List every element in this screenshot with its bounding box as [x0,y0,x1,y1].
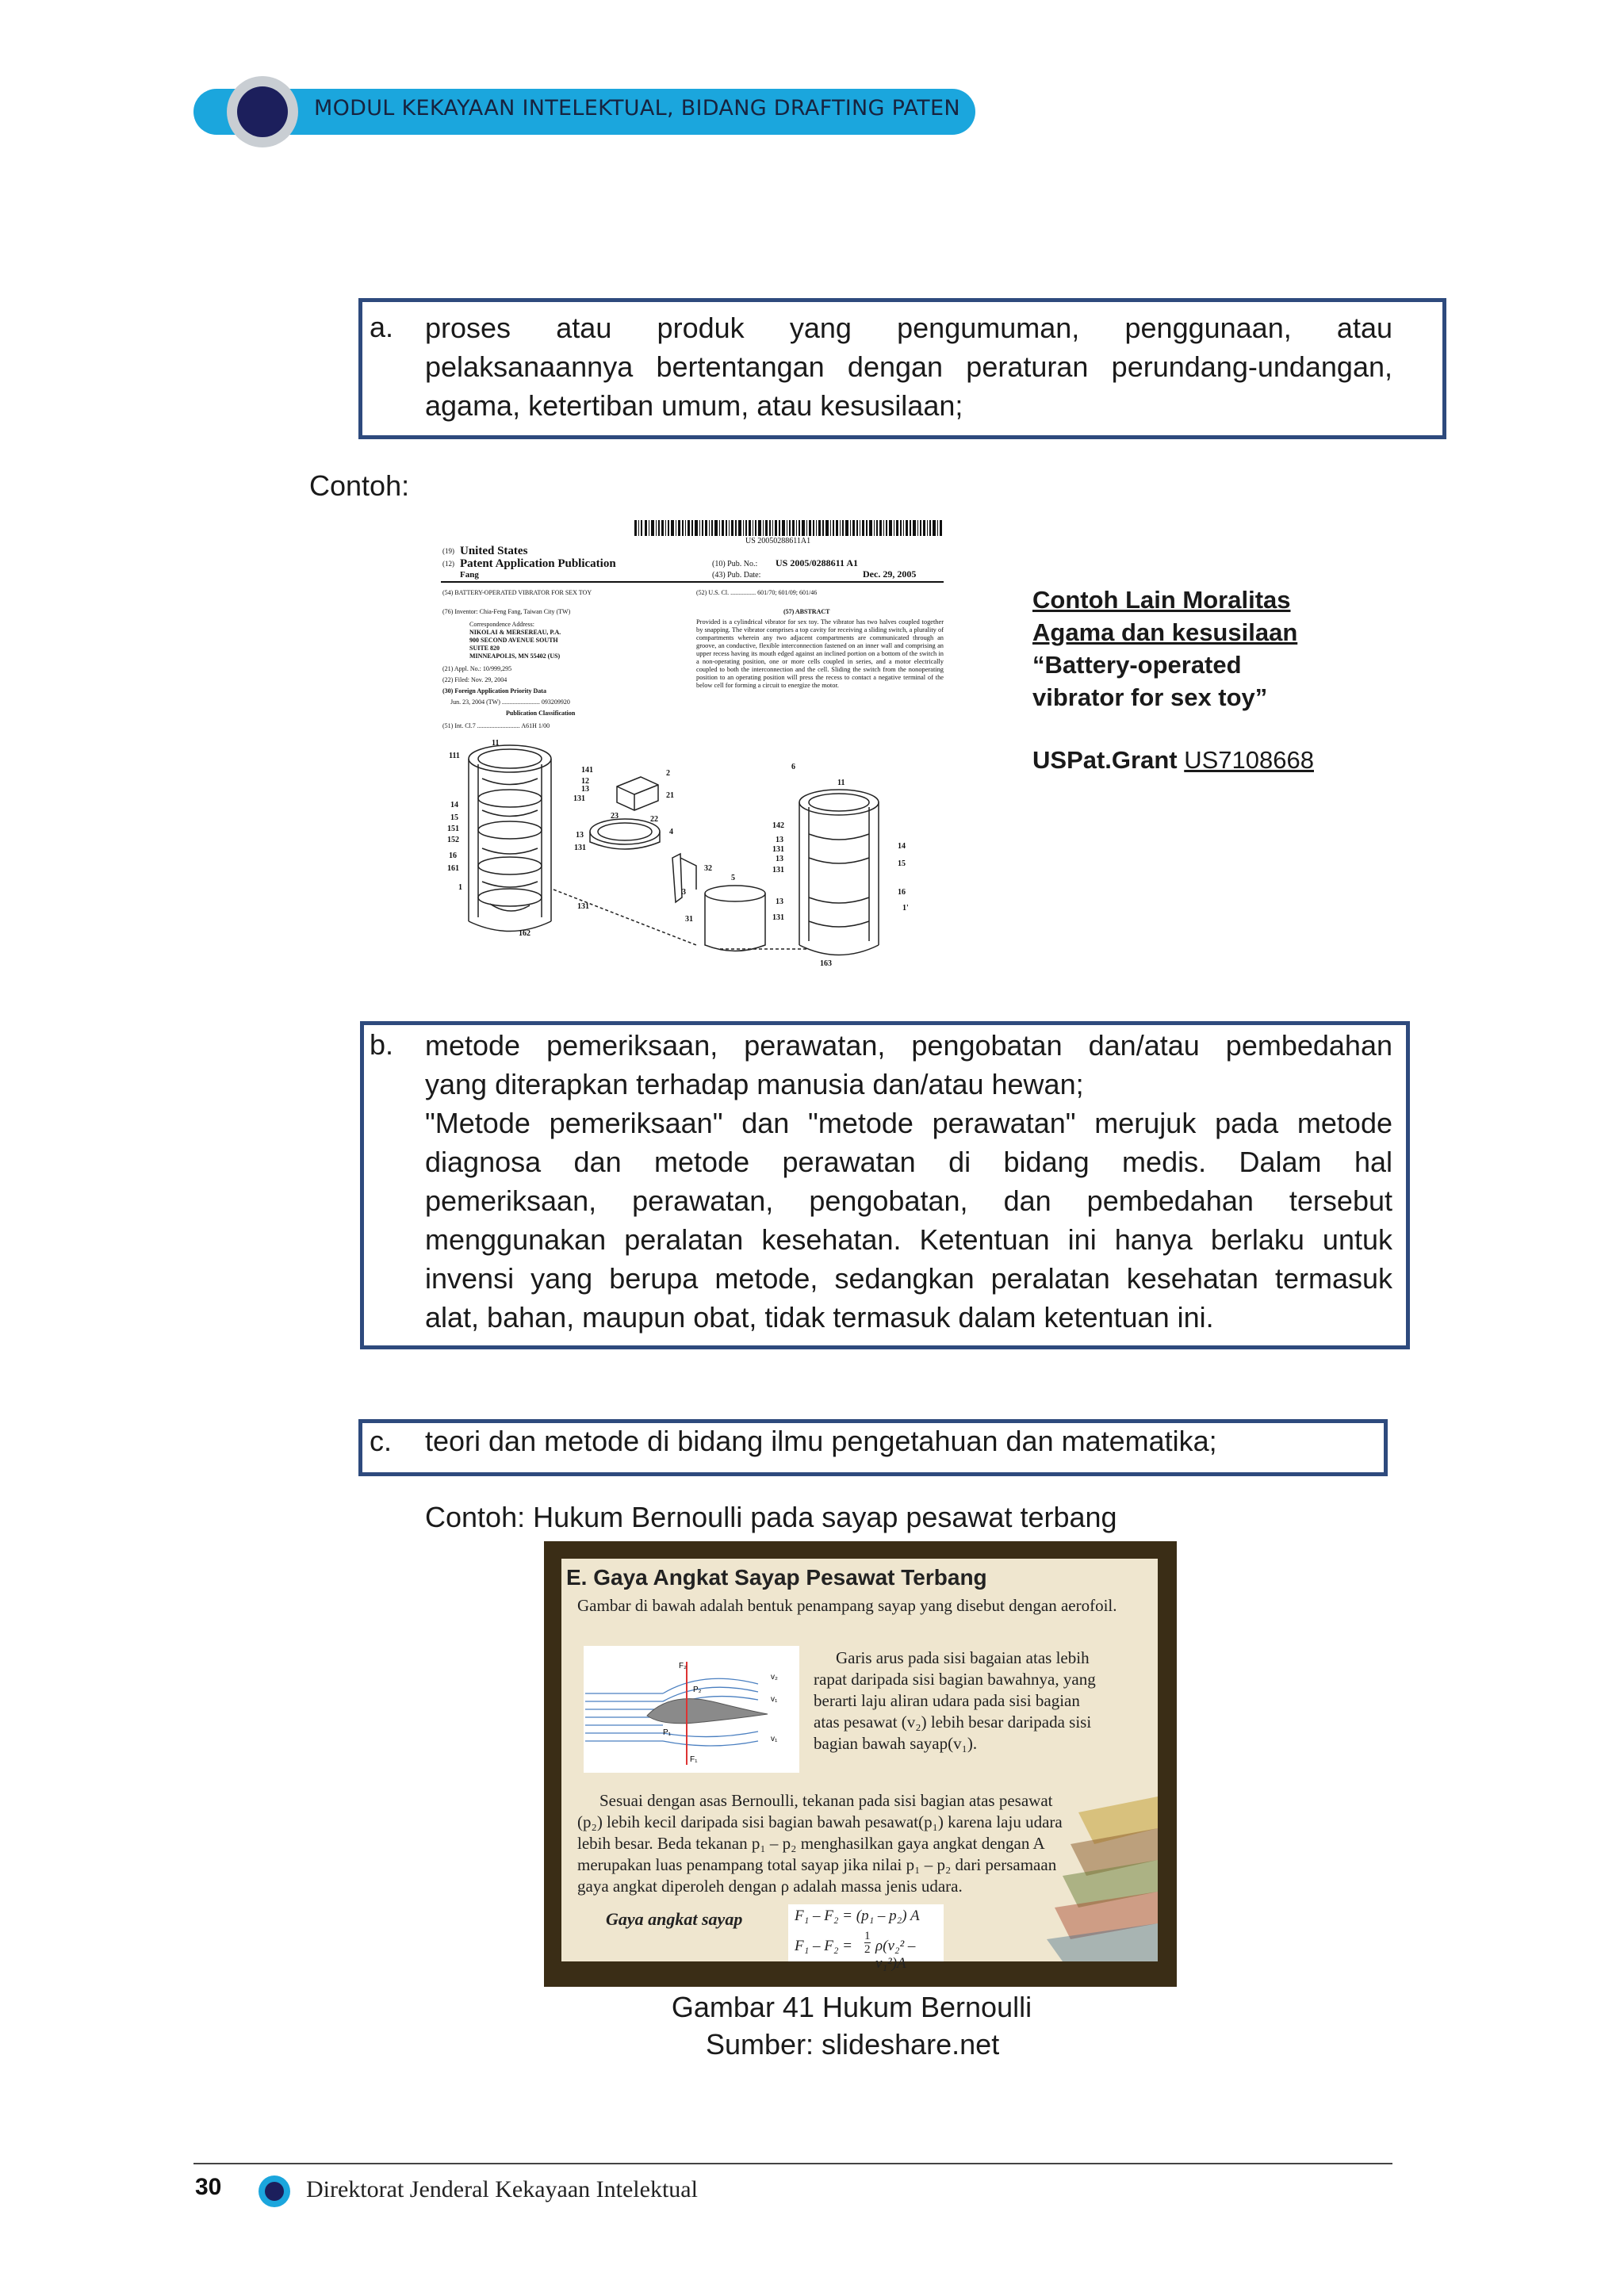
slide-right-line: bagian bawah sayap(v₁). [814,1734,978,1753]
patent-callout: 1' [902,904,909,913]
diagram-label: v₁ [771,1735,778,1743]
diagram-label: v₂ [771,1673,778,1682]
page-number: 30 [195,2174,222,2200]
patent-callout: 14 [898,842,906,851]
patent-callout: 5 [731,874,735,882]
figure-caption: Gambar 41 Hukum Bernoulli [671,1991,1032,2023]
item-b-text [425,1026,1392,1337]
patent-title-field: (54) BATTERY-OPERATED VIBRATOR FOR SEX TOY [442,589,592,596]
diagram-label: v₁ [771,1695,778,1704]
side-note-line: Agama dan kesusilaan [1032,618,1298,646]
slide-eq2-left: F₁ – F₂ = [795,1938,852,1954]
item-b-line: yang diterapkan terhadap manusia dan/atau hewan; [425,1068,1084,1100]
patent-image [435,517,950,969]
patent-callout: 13 [576,831,584,840]
bernoulli-slide-image [544,1541,1177,1987]
item-b-line: metode pemeriksaan, perawatan, pengobatan dan/atau pembedahan [425,1029,1392,1062]
patent-country-num: (19) [442,547,454,555]
patent-callout: 12 [581,777,589,786]
patent-callout: 4 [669,828,673,836]
patent-callout: 14 [450,801,458,809]
patent-callout: 21 [666,791,674,800]
patent-callout: 131 [574,844,586,852]
patent-corr: Correspondence Address: [469,621,534,628]
side-note-line: “Battery-operated [1032,651,1242,679]
patent-callout: 131 [772,845,784,854]
patent-callout: 131 [577,902,589,911]
patent-corr: MINNEAPOLIS, MN 55402 (US) [469,652,561,660]
side-note-line: Contoh Lain Moralitas [1032,586,1291,614]
item-a-line: pelaksanaannya bertentangan dengan peraturan perundang-undangan, [425,350,1392,383]
slide-title: E. Gaya Angkat Sayap Pesawat Terbang [566,1565,987,1590]
patent-callout: 13 [776,855,783,863]
slide-right-line: rapat daripada sisi bagian bawahnya, yang [814,1670,1096,1689]
patent-pubdate: Dec. 29, 2005 [863,568,917,580]
slide-eq2-num: 1 [864,1930,871,1942]
patent-corr: 900 SECOND AVENUE SOUTH [469,637,558,644]
patent-drawing-parts [590,777,765,951]
patent-intcl: (51) Int. Cl.7 ........................... A61H 1/00 [442,722,550,729]
patent-callout: 6 [791,763,795,771]
slide-lift-label: Gaya angkat sayap [606,1909,743,1929]
slide-body-line: Sesuai dengan asas Bernoulli, tekanan pada sisi bagian atas pesawat [599,1791,1053,1810]
grant-number-link[interactable]: US7108668 [1184,746,1314,774]
patent-pubtype-num: (12) [442,560,454,568]
side-note-line: vibrator for sex toy” [1032,683,1268,711]
patent-callout: 15 [898,859,906,868]
patent-callout: 13 [581,785,589,794]
slide-right-line: Garis arus pada sisi bagaian atas lebih [836,1648,1090,1667]
patent-callout: 15 [450,813,458,822]
patent-callout: 163 [820,959,832,968]
patent-pubclass: Publication Classification [506,710,576,717]
patent-callout: 162 [519,929,530,938]
patent-pubtype: Patent Application Publication [460,557,616,570]
diagram-label: P₁ [663,1728,672,1737]
header-title: MODUL KEKAYAAN INTELEKTUAL, BIDANG DRAFTING PATEN [314,96,960,121]
slide-eq2-frac [864,1930,871,1956]
patent-inventor-field: (76) Inventor: Chia-Feng Fang, Taiwan City (TW) [442,608,571,615]
patent-callout: 152 [447,836,459,844]
item-b-line: "Metode pemeriksaan" dan "metode perawatan" merujuk pada metode [425,1107,1392,1139]
diagram-label: F₂ [679,1662,687,1670]
patent-callout: 142 [772,821,784,830]
patent-priority: Jun. 23, 2004 (TW) ........................ 093209920 [450,698,570,706]
item-a-text [425,308,1392,425]
patent-callout: 131 [772,913,784,922]
footer-org: Direktorat Jenderal Kekayaan Intelektual [306,2176,698,2202]
patent-callout: 131 [573,794,585,803]
patent-callout: 161 [447,864,459,873]
slide-body-line: lebih besar. Beda tekanan p₁ – p₂ menghasilkan gaya angkat dengan A [577,1834,1045,1853]
patent-callout: 11 [492,739,500,748]
barcode-icon [634,520,944,536]
patent-pubno-label: (10) Pub. No.: [712,560,758,568]
patent-callout: 151 [447,825,459,833]
patent-abstract-label: (57) ABSTRACT [783,608,830,615]
slide-body-line: gaya angkat diperoleh dengan ρ adalah massa jenis udara. [577,1877,963,1896]
item-c-letter: c. [370,1425,393,1457]
footer-rule [193,2163,1392,2164]
header-dot-icon [237,86,288,137]
patent-corr: SUITE 820 [469,645,500,652]
slide-equation-box [788,1904,944,1972]
patent-callout: 31 [685,915,693,924]
patent-callout: 141 [581,766,593,775]
patent-callout: 2 [666,769,670,778]
footer-dot-icon [265,2182,284,2201]
patent-callout: 131 [772,866,784,874]
patent-filed: (22) Filed: Nov. 29, 2004 [442,676,508,683]
grant-label: USPat.Grant [1032,746,1178,774]
patent-callout: 23 [611,812,619,821]
patent-pubdate-label: (43) Pub. Date: [712,571,761,580]
slide-body [577,1790,1063,1897]
item-b-line: pemeriksaan, perawatan, pengobatan, dan pembedahan tersebut [425,1184,1392,1217]
patent-pubno: US 2005/0288611 A1 [776,557,859,568]
slide-right-para [814,1647,1096,1755]
patent-appl-no: (21) Appl. No.: 10/999,295 [442,665,512,672]
item-c-text: teori dan metode di bidang ilmu pengetahuan dan matematika; [425,1425,1217,1457]
patent-callout: 1 [458,883,462,892]
item-b-line: invensi yang berupa metode, sedangkan peralatan kesehatan termasuk [425,1262,1392,1295]
patent-callout: 13 [776,836,783,844]
patent-barcode-number: US 20050288611A1 [745,537,811,545]
item-a-letter: a. [370,311,394,343]
patent-callout: 22 [650,815,658,824]
aerofoil-diagram [584,1646,799,1773]
patent-callout: 16 [449,851,457,860]
patent-uscl: (52) U.S. Cl. ................ 601/70; 601/09; 601/46 [696,589,818,596]
patent-callout: 11 [837,779,845,787]
books-decoration-icon [1047,1797,1158,1961]
patent-foreign: (30) Foreign Application Priority Data [442,687,546,695]
slide-right-line: atas pesawat (v₂) lebih besar daripada sisi [814,1712,1092,1732]
item-a-line: proses atau produk yang pengumuman, penggunaan, atau [425,312,1392,344]
diagram-label: P₂ [693,1686,702,1694]
patent-drawing-right [553,790,879,955]
slide-eq2-den: 2 [864,1943,871,1956]
patent-abstract: Provided is a cylindrical vibrator for sex toy. The vibrator has two halves coupled together by snapping. The vibrator comprises a top cavity for receiving a sliding switch, a plurality of compartments wherein any two adjacent compartments are communicated through an groove, an conductive, flexible interconnection fastened on an inner wall and comprising an upper recess having its mouth edged against an inclined portion on a bottom of the switch in a non-operating position, one or more cells coupled in series, and a motor electrically coupled to both the interconnection and the cell. Sliding the switch from the nonoperating position to an operating position will press the recess to contact a negative terminal of the below cell for forming a circuit to energize the motor. [696,618,944,689]
slide-right-line: berarti laju aliran udara pada sisi bagian [814,1691,1080,1710]
slide-body-line: (p₂) lebih kecil daripada sisi bagian bawah pesawat(p₁) karena laju udara [577,1812,1063,1831]
patent-callout: 16 [898,888,906,897]
slide-eq1: F₁ – F₂ = (p₁ – p₂) A [795,1908,920,1924]
patent-country: United States [460,545,528,557]
patent-callout: 111 [449,752,460,760]
diagram-label: F₁ [690,1755,698,1764]
item-b-letter: b. [370,1028,394,1061]
patent-corr: NIKOLAI & MERSEREAU, P.A. [469,629,561,636]
item-b-line: diagnosa dan metode perawatan di bidang medis. Dalam hal [425,1146,1392,1178]
side-note [1032,584,1365,776]
patent-callout: 13 [776,897,783,906]
example-c-label: Contoh: Hukum Bernoulli pada sayap pesawat terbang [425,1501,1117,1533]
slide-panel [561,1559,1158,1972]
item-a-line: agama, ketertiban umum, atau kesusilaan; [425,389,963,422]
patent-callout: 32 [704,864,712,873]
item-b-line: menggunakan peralatan kesehatan. Ketentuan ini hanya berlaku untuk [425,1223,1392,1256]
slide-intro: Gambar di bawah adalah bentuk penampang sayap yang disebut dengan aerofoil. [577,1596,1117,1615]
slide-eq2-right: ρ(v₂² – v₁²)A [875,1938,916,1972]
figure-source: Sumber: slideshare.net [706,2028,1000,2061]
patent-callout: 3 [682,888,686,897]
slide-body-line: merupakan luas penampang total sayap jika nilai p₁ – p₂ dari persamaan [577,1855,1057,1874]
item-b-line: alat, bahan, maupun obat, tidak termasuk dalam ketentuan ini. [425,1301,1214,1334]
contoh-label: Contoh: [309,469,410,502]
patent-drawing-left [469,745,551,932]
patent-inventor-short: Fang [460,570,479,580]
